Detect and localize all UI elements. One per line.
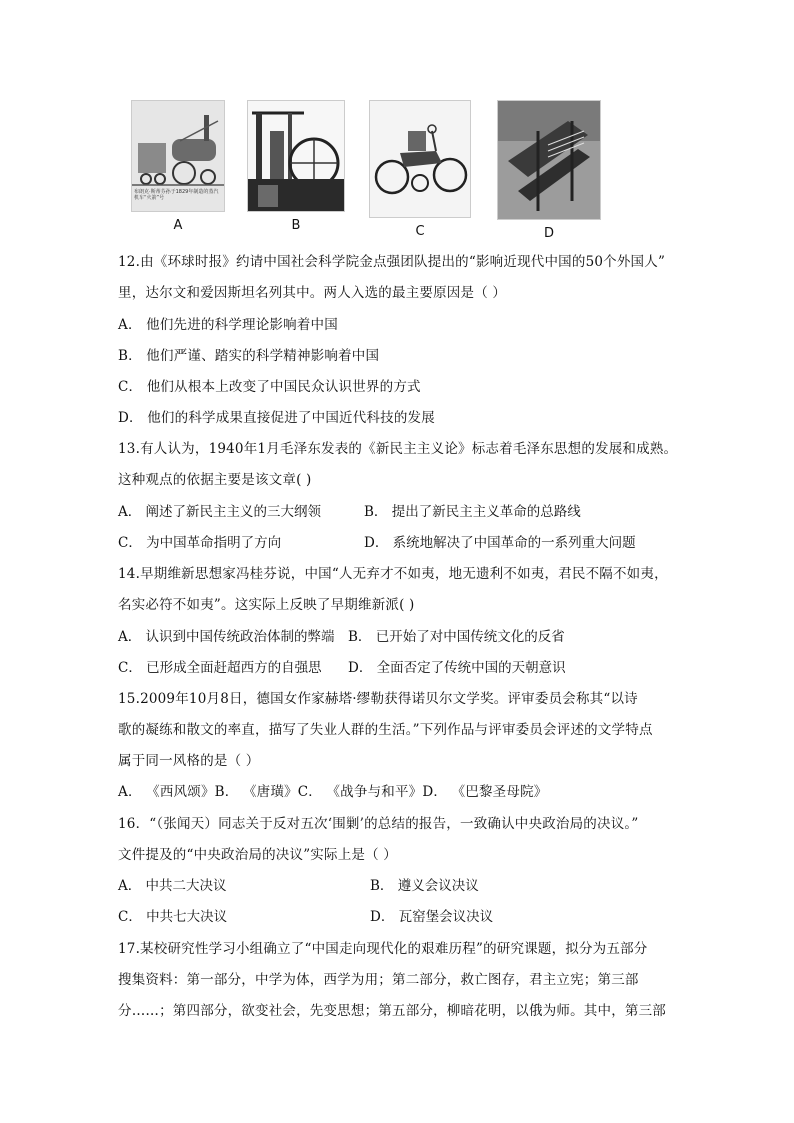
q16-option-a: A． 中共二大决议 [118, 878, 227, 894]
figure-d [497, 100, 601, 241]
q17-stem-line3: 分……；第四部分，欲变社会，先变思想；第五部分，柳暗花明，以俄为师。其中，第三部 [118, 1003, 666, 1019]
q16-option-c: C． 中共七大决议 [118, 909, 228, 925]
q15-stem-line2: 歌的凝练和散文的率直，描写了失业人群的生活。”下列作品与评审委员会评述的文学特点 [118, 722, 653, 738]
q14-option-c: C． 已形成全面赶超西方的自强思 [118, 660, 322, 676]
q13-option-b: B． 提出了新民主主义革命的总路线 [364, 504, 581, 520]
q17-stem-line1: 17.某校研究性学习小组确立了“中国走向现代化的艰难历程”的研究课题，拟分为五部分 [118, 941, 648, 957]
figure-row [0, 100, 794, 240]
q13-stem-line1: 13.有人认为，1940年1月毛泽东发表的《新民主主义论》标志着毛泽东思想的发展和成熟。 [118, 441, 678, 457]
q14-option-b: B． 已开始了对中国传统文化的反省 [348, 629, 565, 645]
q13-option-c: C． 为中国革命指明了方向 [118, 535, 282, 551]
early-automobile-icon [370, 101, 470, 217]
q14-option-a: A． 认识到中国传统政治体制的弊端 [118, 629, 335, 645]
q12-stem-line1: 12.由《环球时报》约请中国社会科学院金点强团队提出的“影响近现代中国的50个外国人” [118, 254, 666, 270]
figure-b [247, 100, 345, 233]
q16-stem-line1: 16．“（张闻天）同志关于反对五次‘围剿’的总结的报告，一致确认中央政治局的决议。” [118, 816, 639, 832]
figure-c [369, 100, 471, 239]
q13-option-d: D． 系统地解决了中国革命的一系列重大问题 [364, 535, 636, 551]
q12-option-d: D． 他们的科学成果直接促进了中国近代科技的发展 [118, 410, 435, 426]
figure-a [131, 100, 225, 233]
q14-stem-line1: 14.早期维新思想家冯桂芬说，中国“人无弃才不如夷，地无遗利不如夷，君民不隔不如夷， [118, 566, 668, 582]
q14-option-d: D． 全面否定了传统中国的天朝意识 [348, 660, 566, 676]
figure-d-label: D [543, 226, 554, 241]
figure-a-caption-text: 布朗克·斯蒂芬孙于1829年制造的蒸汽机车“火箭”号 [134, 189, 219, 201]
q13-option-a: A． 阐述了新民主主义的三大纲领 [118, 504, 322, 520]
figure-c-label: C [415, 224, 425, 239]
q12-option-c: C． 他们从根本上改变了中国民众认识世界的方式 [118, 379, 421, 395]
q15-stem-line3: 属于同一风格的是（ ） [118, 753, 260, 769]
q13-stem-line2: 这种观点的依据主要是该文章( ) [118, 472, 312, 488]
q15-stem-line1: 15.2009年10月8日，德国女作家赫塔·缪勒获得诺贝尔文学奖。评审委员会称其“以诗 [118, 691, 638, 707]
q14-stem-line2: 名实必符不如夷”。这实际上反映了早期维新派( ) [118, 597, 415, 613]
spinning-machine-image [497, 100, 601, 220]
figure-a-label: A [173, 218, 183, 233]
spinning-machine-icon [498, 101, 600, 219]
q15-options: A． 《西风颂》B． 《唐璜》C． 《战争与和平》D． 《巴黎圣母院》 [118, 784, 548, 800]
q12-option-b: B． 他们严谨、踏实的科学精神影响着中国 [118, 348, 380, 364]
figure-b-label: B [291, 218, 301, 233]
q16-stem-line2: 文件提及的“中央政治局的决议”实际上是（ ） [118, 847, 397, 863]
steam-locomotive-image [131, 100, 225, 212]
q12-option-a: A． 他们先进的科学理论影响着中国 [118, 317, 338, 333]
steam-engine-icon [248, 101, 344, 211]
q17-stem-line2: 搜集资料：第一部分，中学为体，西学为用；第二部分，救亡图存，君主立宪；第三部 [118, 972, 639, 988]
q16-option-b: B． 遵义会议决议 [370, 878, 479, 894]
early-automobile-image [369, 100, 471, 218]
q16-option-d: D． 瓦窑堡会议决议 [370, 909, 494, 925]
q12-stem-line2: 里，达尔文和爱因斯坦名列其中。两人入选的最主要原因是（ ） [118, 285, 507, 301]
steam-engine-image [247, 100, 345, 212]
